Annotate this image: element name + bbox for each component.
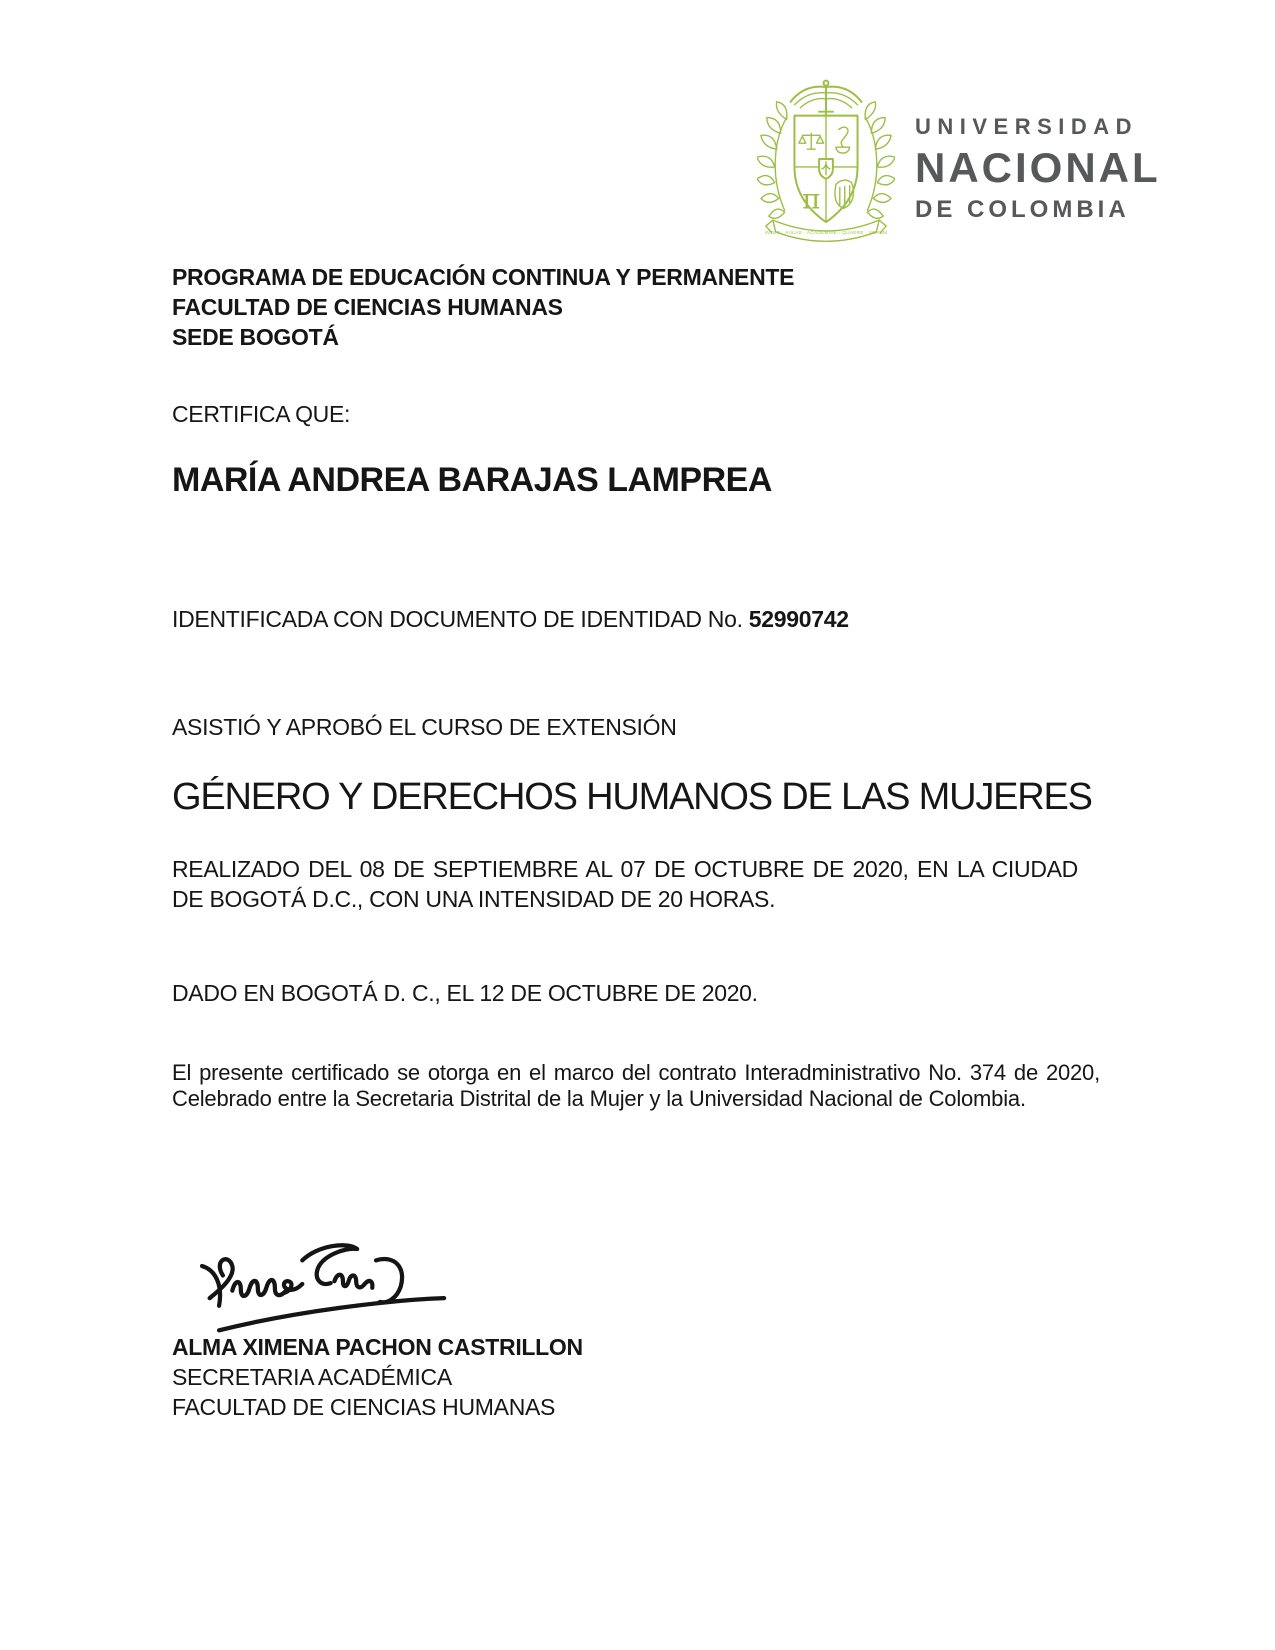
identity-line xyxy=(172,606,849,633)
signature-image xyxy=(186,1232,498,1336)
logo-wordmark-de-colombia: DE COLOMBIA xyxy=(915,196,1130,223)
pi-symbol: π xyxy=(802,182,821,216)
program-header-line2: FACULTAD DE CIENCIAS HUMANAS xyxy=(172,294,563,320)
certifies-label: CERTIFICA QUE: xyxy=(172,401,351,427)
university-crest-icon xyxy=(757,74,895,246)
student-name: MARÍA ANDREA BARAJAS LAMPREA xyxy=(172,461,772,499)
identity-number: 52990742 xyxy=(748,606,849,632)
course-details: REALIZADO DEL 08 DE SEPTIEMBRE AL 07 DE OCTUBRE DE 2020, EN LA CIUDAD DE BOGOTÁ D.C., CON UNA INTENSIDAD DE 20 HORAS. xyxy=(172,856,1078,912)
logo-wordmark-nacional: NACIONAL xyxy=(915,144,1161,191)
course-title: GÉNERO Y DERECHOS HUMANOS DE LAS MUJERES xyxy=(172,776,1092,818)
signer-faculty: FACULTAD DE CIENCIAS HUMANAS xyxy=(172,1394,556,1420)
issued-line: DADO EN BOGOTÁ D. C., EL 12 DE OCTUBRE DE 2020. xyxy=(172,980,758,1006)
program-header-line1: PROGRAMA DE EDUCACIÓN CONTINUA Y PERMANENTE xyxy=(172,264,795,290)
course-intro: ASISTIÓ Y APROBÓ EL CURSO DE EXTENSIÓN xyxy=(172,714,677,740)
contract-note: El presente certificado se otorga en el marco del contrato Interadministrativo No. 374 de 2020, Celebrado entre la Secretaria Distrital de la Mujer y la Universidad Nacional de Colombia. xyxy=(172,1060,1100,1111)
program-header xyxy=(172,262,794,352)
signer-role: SECRETARIA ACADÉMICA xyxy=(172,1364,452,1390)
identity-prefix: IDENTIFICADA CON DOCUMENTO DE IDENTIDAD No. xyxy=(172,606,749,632)
signer-name: ALMA XIMENA PACHON CASTRILLON xyxy=(172,1334,583,1360)
crest-motto: INTER · AULAS · ACADEMIAE · QUAERE · VERUM xyxy=(764,229,888,235)
program-header-line3: SEDE BOGOTÁ xyxy=(172,324,339,350)
logo-wordmark-universidad: UNIVERSIDAD xyxy=(915,114,1139,139)
signer-block xyxy=(172,1332,583,1422)
university-logo xyxy=(915,116,1161,222)
